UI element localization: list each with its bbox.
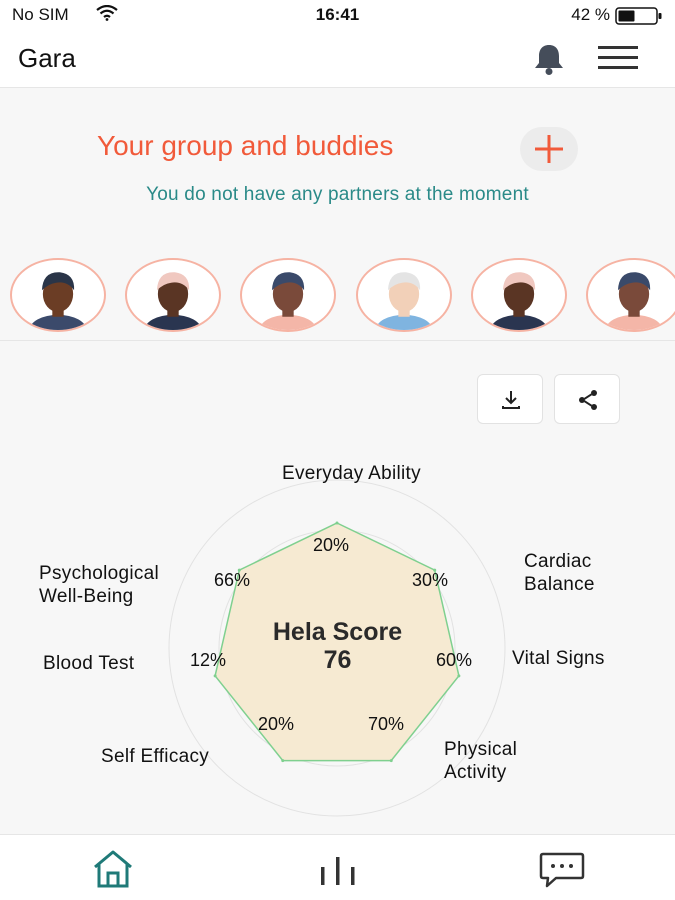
- avatar-3[interactable]: [240, 258, 336, 332]
- carrier-label: No SIM: [12, 5, 69, 24]
- section-divider: [0, 340, 675, 341]
- avatar-5[interactable]: [471, 258, 567, 332]
- radar-point-4: [281, 759, 284, 762]
- chat-icon[interactable]: [538, 851, 586, 894]
- bottom-navigation: [0, 834, 675, 900]
- value-label-everyday-ability: 20%: [313, 535, 350, 555]
- value-label-self-efficacy: 20%: [258, 714, 295, 734]
- share-button[interactable]: [554, 374, 620, 424]
- value-label-vital-signs: 60%: [436, 650, 473, 670]
- battery-icon: [615, 7, 663, 30]
- avatar-portrait: [358, 260, 450, 330]
- share-icon: [576, 388, 600, 412]
- avatar-2[interactable]: [125, 258, 221, 332]
- value-label-physical-activity: 70%: [368, 714, 405, 734]
- avatar-portrait: [242, 260, 334, 330]
- avatar-carousel[interactable]: [0, 258, 675, 334]
- score-title: Hela Score: [272, 618, 403, 646]
- download-button[interactable]: [477, 374, 543, 424]
- value-label-psychological-well-being: 66%: [214, 570, 251, 590]
- home-icon[interactable]: [91, 849, 135, 894]
- avatar-6[interactable]: [586, 258, 675, 332]
- app-header: [0, 30, 675, 88]
- group-section-title: Your group and buddies: [97, 130, 394, 161]
- clock-time: 16:41: [315, 5, 360, 24]
- axis-label-self-efficacy: Self Efficacy: [101, 746, 210, 767]
- axis-label-cardiac-balance: Cardiac Balance: [524, 551, 595, 595]
- value-label-cardiac-balance: 30%: [412, 570, 449, 590]
- battery-percent: 42 %: [571, 5, 610, 24]
- page-title: Gara: [18, 43, 76, 73]
- avatar-portrait: [12, 260, 104, 330]
- axis-label-physical-activity: Physical Activity: [444, 739, 518, 783]
- plus-icon: [530, 131, 568, 167]
- add-partner-button[interactable]: [520, 127, 578, 171]
- radar-point-0: [336, 522, 339, 525]
- avatar-portrait: [473, 260, 565, 330]
- chart-bars-icon[interactable]: [318, 855, 358, 892]
- avatar-portrait: [127, 260, 219, 330]
- status-bar: [0, 0, 675, 30]
- axis-label-everyday-ability: Everyday Ability: [282, 463, 421, 484]
- hela-score-radar-chart: [0, 440, 675, 830]
- score-value: 76: [323, 646, 352, 674]
- bell-icon[interactable]: [530, 42, 568, 81]
- avatar-4[interactable]: [356, 258, 452, 332]
- hamburger-menu-icon[interactable]: [596, 44, 640, 77]
- avatar-portrait: [588, 260, 675, 330]
- empty-partners-message: You do not have any partners at the moment: [146, 184, 529, 205]
- axis-label-vital-signs: Vital Signs: [512, 648, 605, 669]
- avatar-1[interactable]: [10, 258, 106, 332]
- axis-label-blood-test: Blood Test: [43, 653, 135, 674]
- radar-point-3: [390, 759, 393, 762]
- value-label-blood-test: 12%: [190, 650, 227, 670]
- axis-label-psychological-well-being: Psychological Well-Being: [39, 563, 160, 607]
- download-icon: [499, 388, 523, 412]
